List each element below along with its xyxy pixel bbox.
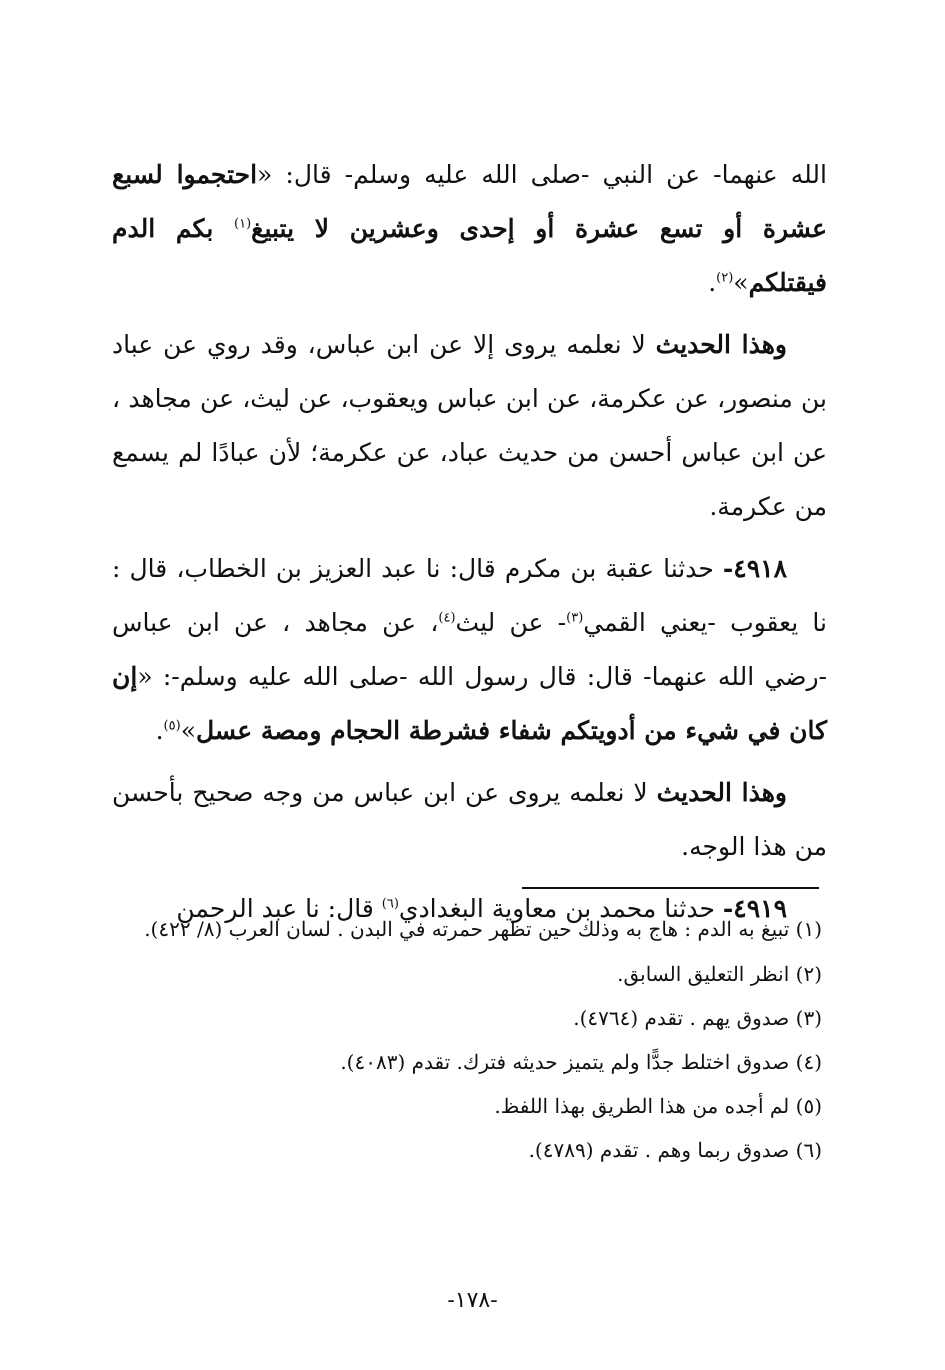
hadith-text: إن كان في شيء من أدويتكم شفاء فشرطة الحجام ومصة عسل — [112, 662, 827, 745]
hadith-number: ٤٩١٩- — [722, 894, 787, 923]
bold-phrase: وهذا الحديث — [656, 778, 787, 807]
footnote-separator — [522, 887, 819, 889]
footnote-ref: (٥) — [163, 718, 181, 734]
footnote-6: (٦) صدوق ربما وهم . تقدم (٤٧٨٩). — [528, 1138, 822, 1162]
footnote-4: (٤) صدوق اختلط جدًّا ولم يتميز حديثه فترك. تقدم (٤٠٨٣). — [340, 1050, 822, 1074]
footnote-ref: (٤) — [438, 610, 456, 626]
text-span: . — [708, 268, 717, 297]
footnote-ref: (٣) — [566, 610, 584, 626]
main-text — [112, 148, 827, 936]
text-span: . — [155, 716, 164, 745]
text-span: حدثنا عقبة بن مكرم قال: نا عبد العزيز بن الخطاب، قال : نا يعقوب -يعني القمي — [112, 554, 827, 637]
footnote-2: (٢) انظر التعليق السابق. — [617, 962, 822, 986]
paragraph-commentary-1 — [112, 318, 827, 534]
text-span: - عن ليث — [455, 608, 567, 637]
hadith-text: بكم الدم فيقتلكم — [112, 214, 827, 297]
footnote-5: (٥) لم أجده من هذا الطريق بهذا اللفظ. — [494, 1094, 822, 1118]
text-span: ، عن مجاهد ، عن ابن عباس -رضي الله عنهما- قال: قال رسول الله -صلى الله عليه وسلم-: « — [112, 608, 827, 691]
hadith-text: احتجموا لسبع عشرة أو تسع عشرة أو إحدى وعشرين لا يتبيغ — [112, 160, 827, 243]
page-number: -١٧٨- — [447, 1288, 498, 1313]
footnote-ref: (١) — [234, 216, 252, 232]
text-span: حدثنا محمد بن معاوية البغدادي — [398, 894, 723, 923]
text-span: » — [733, 268, 749, 297]
footnotes — [112, 906, 822, 1172]
footnote-ref: (٢) — [716, 270, 734, 286]
paragraph-commentary-2 — [112, 766, 827, 874]
text-span: الله عنهما- عن النبي -صلى الله عليه وسلم- قال: « — [257, 160, 827, 189]
hadith-number: ٤٩١٨- — [722, 554, 787, 583]
paragraph-hadith-cupping-days — [112, 148, 827, 310]
text-span: قال: نا عبد الرحمن — [176, 894, 382, 923]
text-span: لا نعلمه يروى إلا عن ابن عباس، وقد روي عن عباد بن منصور، عن عكرمة، عن ابن عباس ويعقوب، عن ليث، عن مجاهد ، عن ابن عباس أحسن من حديث عباد، عن عكرمة؛ لأن عبادًا لم يسمع من عكرمة. — [112, 330, 827, 521]
paragraph-hadith-4918 — [112, 542, 827, 758]
footnote-ref: (٦) — [381, 896, 399, 912]
footnote-1: (١) تبيغ به الدم : هاج به وذلك حين تظهر حمرته في البدن . لسان العرب (٨/ ٤٢٢). — [144, 917, 822, 941]
text-span: » — [180, 716, 196, 745]
bold-phrase: وهذا الحديث — [655, 330, 787, 359]
footnote-3: (٣) صدوق يهم . تقدم (٤٧٦٤). — [573, 1006, 822, 1030]
text-span: لا نعلمه يروى عن ابن عباس من وجه صحيح بأحسن من هذا الوجه. — [112, 778, 827, 861]
